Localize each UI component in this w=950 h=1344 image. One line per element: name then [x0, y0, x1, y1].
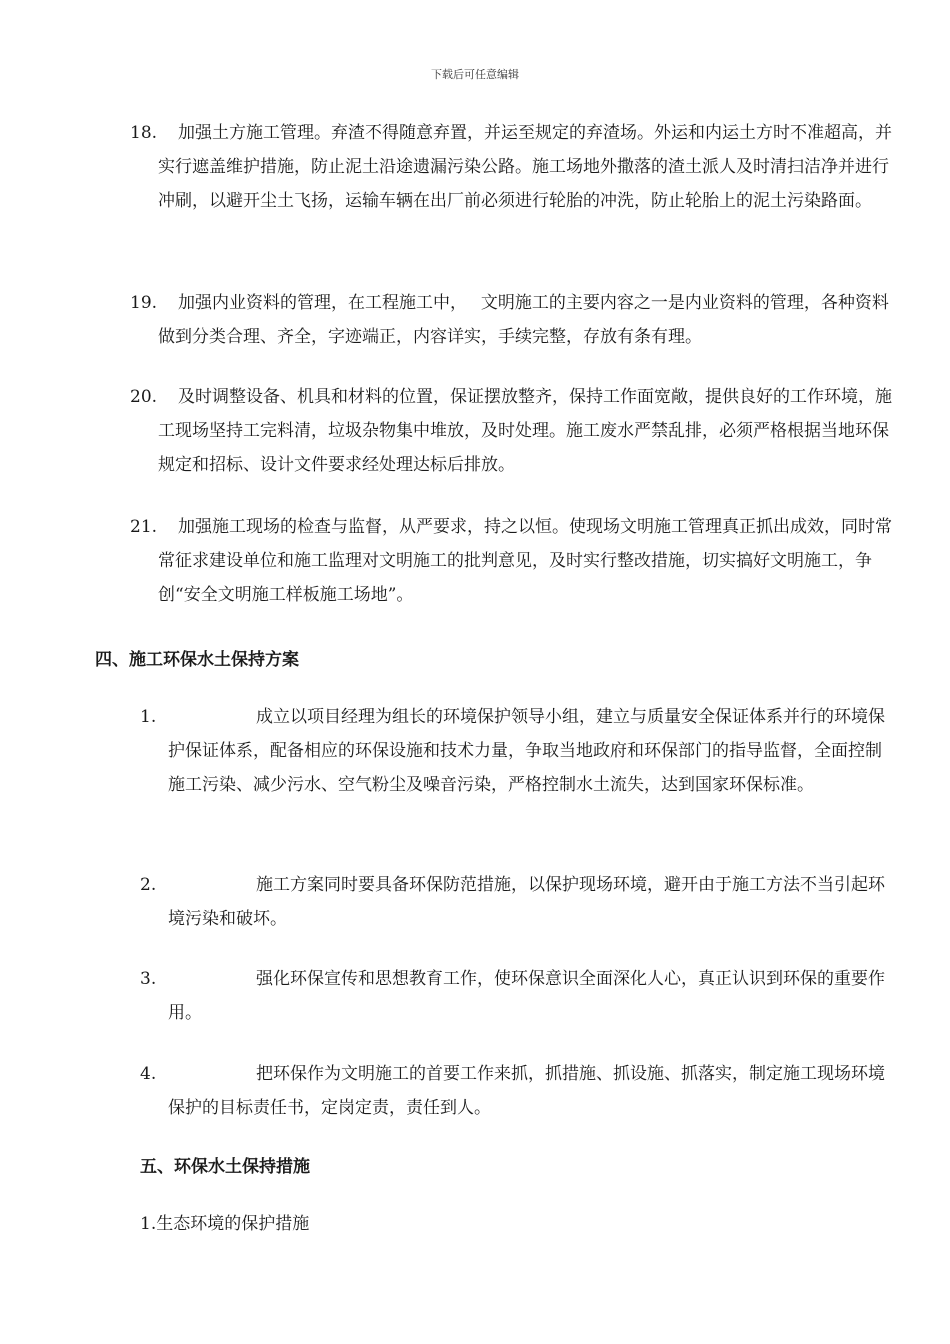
section-title: 五、环保水土保持措施	[140, 1157, 310, 1177]
list-item	[130, 380, 896, 482]
list-item	[130, 510, 896, 612]
item-text: 加强内业资料的管理，在工程施工中， 文明施工的主要内容之一是内业资料的管理，各种资料做到分类合理、齐全，字迹端正，内容详实，手续完整，存放有条有理。	[158, 293, 889, 347]
page-header: 下载后可任意编辑	[431, 68, 519, 81]
item-number: 3.	[140, 969, 157, 989]
list-item	[140, 962, 897, 1030]
list-item	[140, 1057, 897, 1125]
subsection-title: 1.生态环境的保护措施	[140, 1214, 310, 1234]
item-number: 20.	[130, 387, 158, 407]
item-number: 1.	[140, 707, 157, 727]
item-number: 4.	[140, 1064, 157, 1084]
list-item	[140, 868, 897, 936]
item-text: 施工方案同时要具备环保防范措施，以保护现场环境，避开由于施工方法不当引起环境污染和破坏。	[168, 875, 885, 929]
item-number: 2.	[140, 875, 157, 895]
list-item	[130, 116, 896, 218]
item-number: 18.	[130, 123, 158, 143]
list-item	[140, 700, 897, 802]
item-number: 19.	[130, 293, 158, 313]
item-number: 21.	[130, 517, 158, 537]
list-item	[130, 286, 896, 354]
item-text: 强化环保宣传和思想教育工作，使环保意识全面深化人心，真正认识到环保的重要作用。	[168, 969, 885, 1023]
item-text: 及时调整设备、机具和材料的位置，保证摆放整齐，保持工作面宽敞，提供良好的工作环境，施工现场坚持工完料清，垃圾杂物集中堆放，及时处理。施工废水严禁乱排，必须严格根据当地环保规定和招标、设计文件要求经处理达标后排放。	[158, 387, 892, 475]
section-title: 四、施工环保水土保持方案	[95, 650, 299, 670]
item-text: 成立以项目经理为组长的环境保护领导小组，建立与质量安全保证体系并行的环境保护保证体系，配备相应的环保设施和技术力量，争取当地政府和环保部门的指导监督，全面控制施工污染、减少污水、空气粉尘及噪音污染，严格控制水土流失，达到国家环保标准。	[168, 707, 885, 795]
item-text: 加强施工现场的检查与监督，从严要求，持之以恒。使现场文明施工管理真正抓出成效，同时常常征求建设单位和施工监理对文明施工的批判意见，及时实行整改措施，切实搞好文明施工，争创“安全文明施工样板施工场地”。	[158, 517, 892, 605]
item-text: 把环保作为文明施工的首要工作来抓，抓措施、抓设施、抓落实，制定施工现场环境保护的目标责任书，定岗定责，责任到人。	[168, 1064, 885, 1118]
item-text: 加强土方施工管理。弃渣不得随意弃置，并运至规定的弃渣场。外运和内运土方时不准超高，并实行遮盖维护措施，防止泥土沿途遗漏污染公路。施工场地外撒落的渣土派人及时清扫洁净并进行冲刷，以避开尘土飞扬，运输车辆在出厂前必须进行轮胎的冲洗，防止轮胎上的泥土污染路面。	[158, 123, 892, 211]
